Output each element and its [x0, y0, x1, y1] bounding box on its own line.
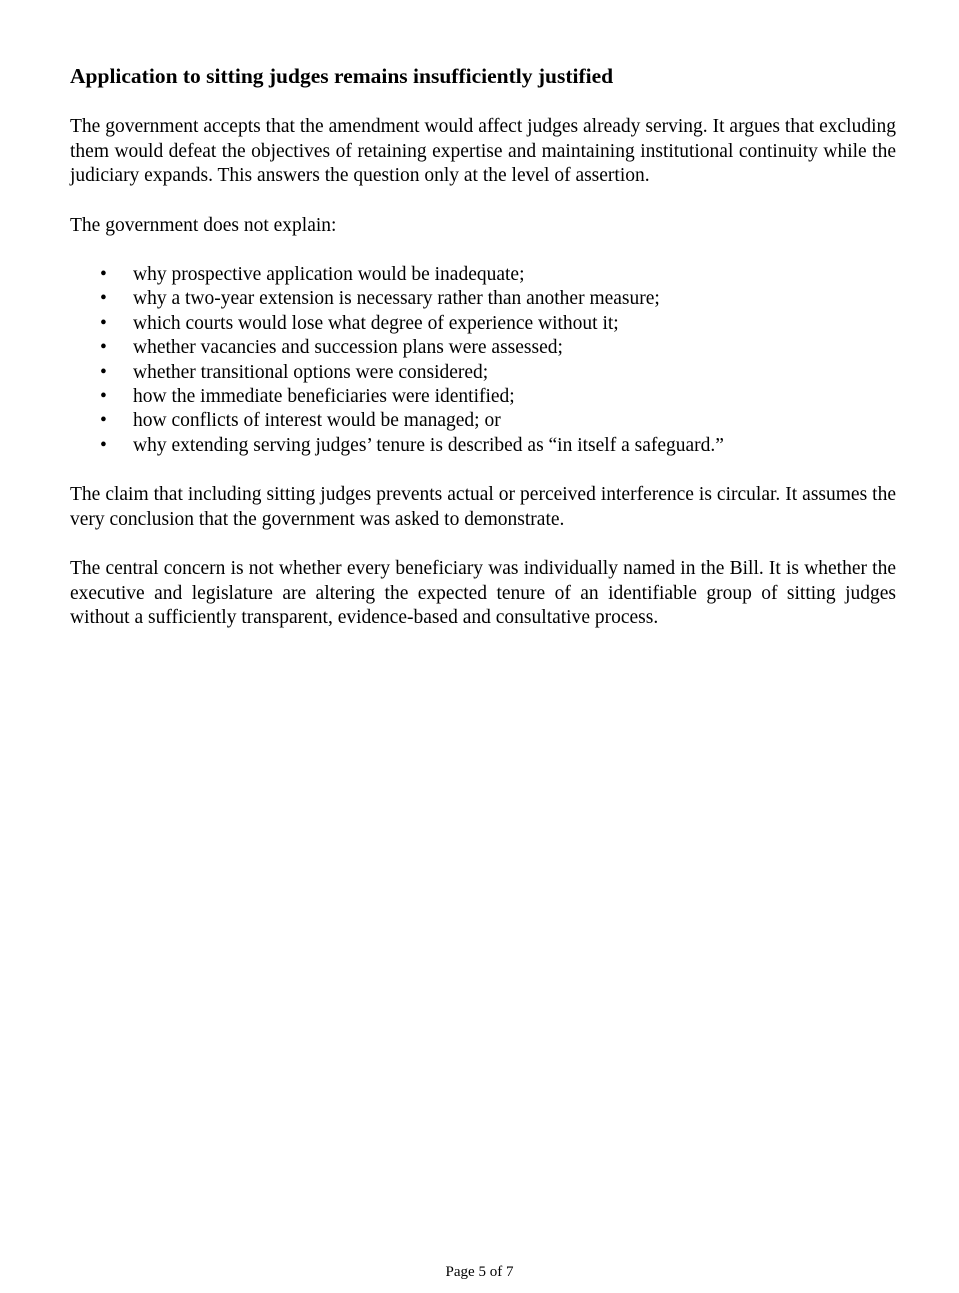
- list-item-text: why a two-year extension is necessary rather than another measure;: [133, 288, 660, 310]
- list-item-text: how the immediate beneficiaries were identified;: [133, 386, 515, 408]
- bullet-icon: •: [100, 264, 107, 285]
- list-item: [70, 385, 896, 409]
- bullet-icon: •: [100, 410, 107, 432]
- bullet-icon: •: [100, 288, 107, 310]
- unexplained-points-list: [70, 263, 896, 458]
- central-concern-paragraph: The central concern is not whether every beneficiary was individually named in the Bill. It is whether the executive and legislature are altering the expected tenure of an identifiable group of sitting judges without a sufficiently transparent, evidence-based and consultative process.: [70, 558, 896, 629]
- list-item: [70, 263, 896, 287]
- list-item-text: why prospective application would be inadequate;: [133, 264, 525, 285]
- bullet-icon: •: [100, 386, 107, 408]
- list-lead-paragraph: The government does not explain:: [70, 214, 337, 236]
- list-item: [70, 409, 896, 433]
- bullet-icon: •: [100, 337, 107, 359]
- page-number: Page 5 of 7: [445, 1264, 514, 1280]
- bullet-icon: •: [100, 312, 107, 334]
- list-item-text: how conflicts of interest would be managed; or: [133, 410, 501, 432]
- intro-paragraph: The government accepts that the amendment would affect judges already serving. It argues that excluding them would defeat the objectives of retaining expertise and maintaining institutional continuity while the judiciary expands. This answers the question only at the level of assertion.: [70, 116, 896, 186]
- list-item: [70, 434, 896, 458]
- bullet-icon: •: [100, 434, 107, 456]
- list-item: [70, 336, 896, 360]
- list-item-text: whether vacancies and succession plans were assessed;: [133, 337, 563, 359]
- section-heading: Application to sitting judges remains insufficiently justified: [70, 64, 614, 88]
- list-item: [70, 312, 896, 336]
- list-item: [70, 287, 896, 311]
- bullet-icon: •: [100, 361, 107, 383]
- circularity-paragraph: The claim that including sitting judges prevents actual or perceived interference is circular. It assumes the very conclusion that the government was asked to demonstrate.: [70, 484, 896, 530]
- list-item-text: whether transitional options were considered;: [133, 361, 489, 383]
- list-item: [70, 361, 896, 385]
- document-body: [70, 62, 896, 656]
- list-item-text: why extending serving judges’ tenure is described as “in itself a safeguard.”: [133, 434, 724, 456]
- list-item-text: which courts would lose what degree of experience without it;: [133, 312, 619, 334]
